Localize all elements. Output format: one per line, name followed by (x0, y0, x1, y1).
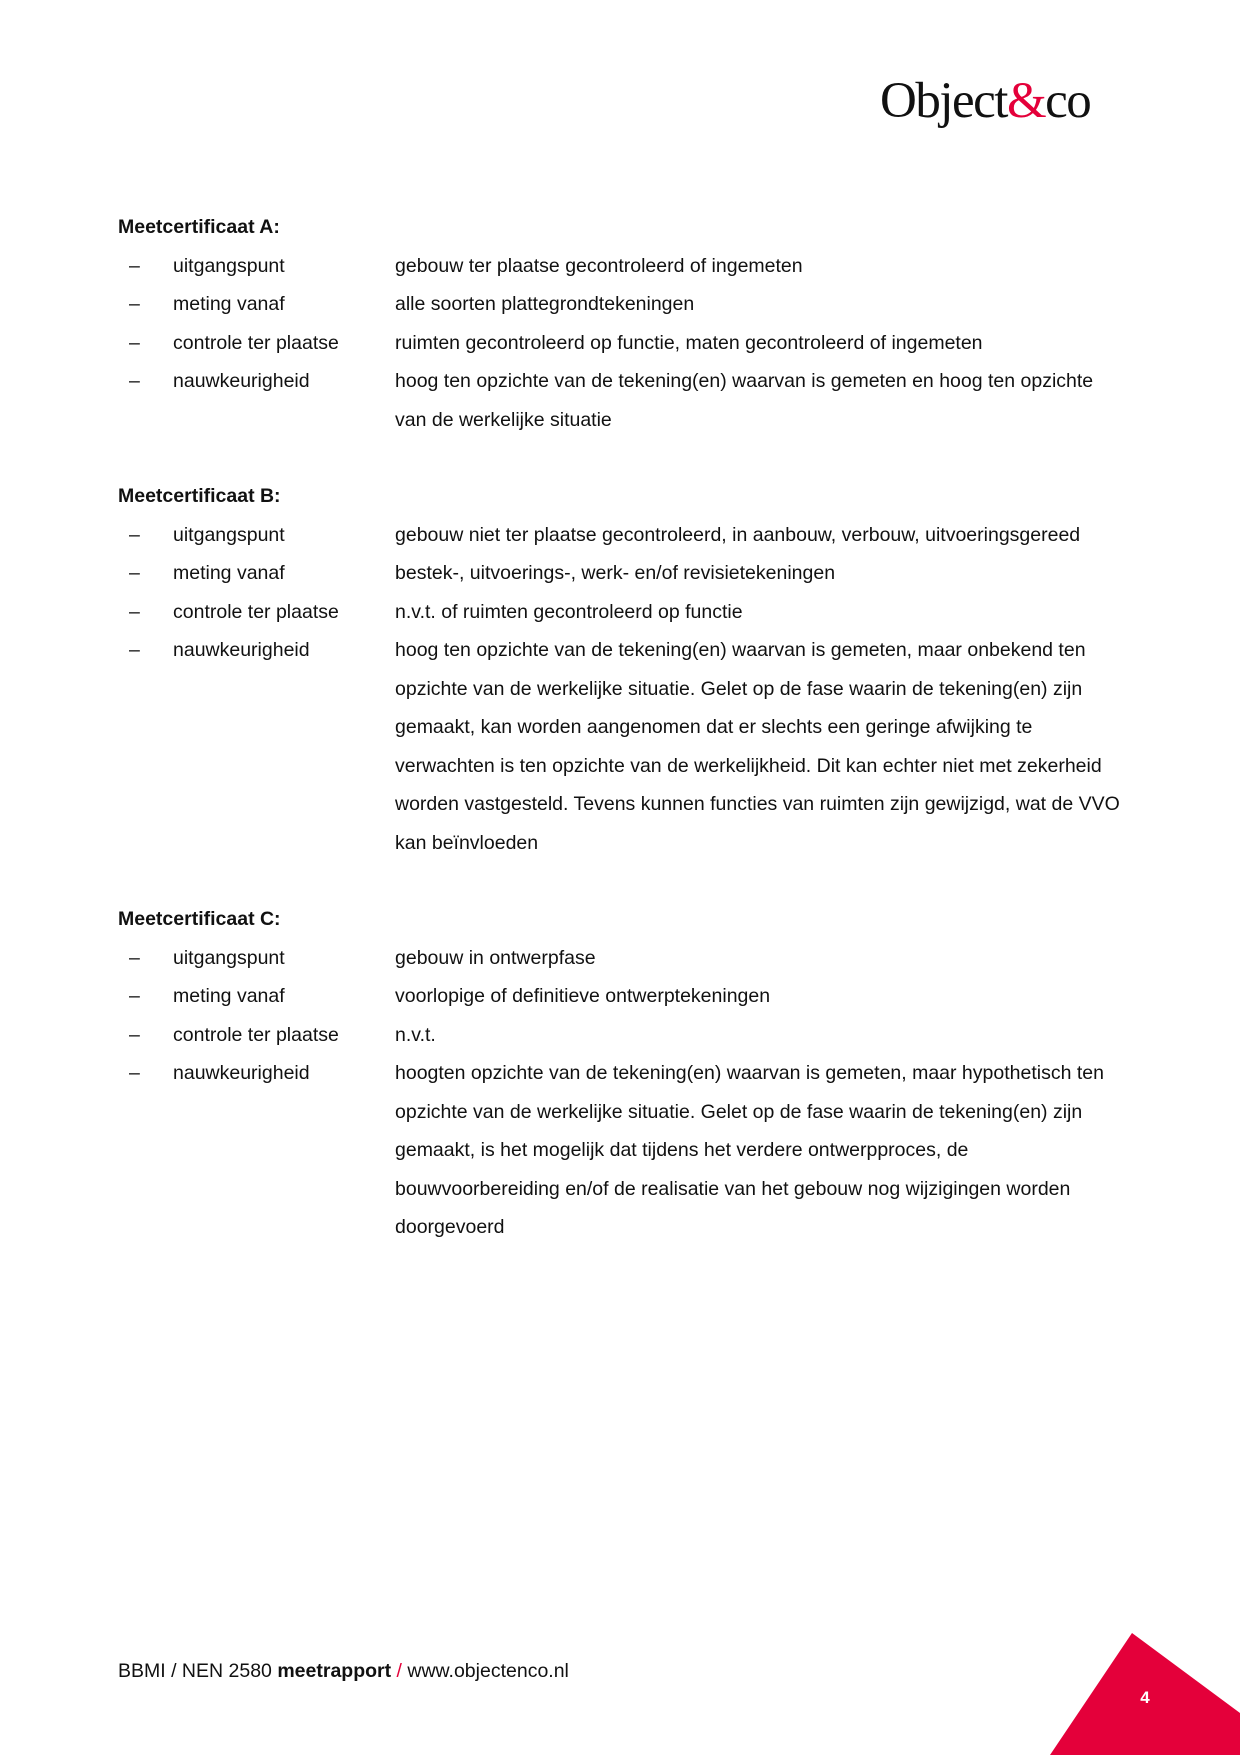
section-title: Meetcertificaat B: (118, 485, 281, 507)
row-key: nauwkeurigheid (173, 639, 310, 661)
row-key: meting vanaf (173, 293, 285, 315)
bullet-dash: – (129, 639, 140, 661)
row-key: controle ter plaatse (173, 600, 339, 623)
row-value: gebouw in ontwerpfase (395, 946, 596, 969)
footer-report-label: meetrapport (277, 1660, 392, 1682)
row-key: meting vanaf (173, 985, 285, 1007)
page-number: 4 (1140, 1688, 1150, 1707)
row-key: nauwkeurigheid (173, 1062, 310, 1084)
logo-ampersand: & (1006, 73, 1046, 129)
company-logo (880, 70, 1125, 132)
definition-row (118, 631, 1128, 862)
bullet-dash: – (129, 254, 140, 277)
row-value: voorlopige of definitieve ontwerptekeningen (395, 985, 771, 1007)
logo-text-co: co (1045, 73, 1091, 129)
row-key: controle ter plaatse (173, 1023, 339, 1046)
bullet-dash: – (129, 331, 140, 354)
row-value: gebouw niet ter plaatse gecontroleerd, in aanbouw, verbouw, uitvoeringsgereed (395, 523, 1081, 546)
row-value: n.v.t. of ruimten gecontroleerd op functie (395, 600, 743, 623)
row-value: hoogten opzichte van de tekening(en) waarvan is gemeten, maar hypothetisch ten opzichte van de werkelijke situatie. Gelet op de fase waarin de tekening(en) zijn gemaakt, is het mogelijk dat tijdens het verdere ontwerpproces, de bouwvoorbereiding en/of de realisatie van het gebouw nog wijzigingen worden doorgevoerd (395, 1062, 1104, 1238)
row-value: gebouw ter plaatse gecontroleerd of ingemeten (395, 254, 803, 277)
page-footer (118, 1655, 569, 1687)
row-key: nauwkeurigheid (173, 370, 310, 392)
row-value: hoog ten opzichte van de tekening(en) waarvan is gemeten en hoog ten opzichte van de werkelijke situatie (395, 370, 1094, 431)
row-key: meting vanaf (173, 562, 285, 584)
certificate-section-a (118, 208, 1128, 439)
definition-row (118, 939, 1128, 978)
section-title: Meetcertificaat C: (118, 908, 281, 930)
definition-row (118, 324, 1128, 363)
definition-row (118, 977, 1128, 1016)
definition-row (118, 285, 1128, 324)
bullet-dash: – (129, 985, 140, 1007)
footer-prefix: BBMI / NEN 2580 (118, 1660, 278, 1682)
section-title: Meetcertificaat A: (118, 216, 280, 238)
bullet-dash: – (129, 1023, 140, 1046)
row-value: bestek-, uitvoerings-, werk- en/of revisietekeningen (395, 562, 836, 584)
bullet-dash: – (129, 562, 140, 584)
bullet-dash: – (129, 1062, 140, 1084)
definition-row (118, 593, 1128, 632)
row-value: hoog ten opzichte van de tekening(en) waarvan is gemeten, maar onbekend ten opzichte van de werkelijke situatie. Gelet op de fase waarin de tekening(en) zijn gemaakt, kan worden aangenomen dat er slechts een geringe afwijking te verwachten is ten opzichte van de werkelijkheid. Dit kan echter niet met zekerheid worden vastgesteld. Tevens kunnen functies van ruimten zijn gewijzigd, wat de VVO kan beïnvloeden (395, 639, 1120, 854)
row-value: n.v.t. (395, 1023, 436, 1046)
bullet-dash: – (129, 293, 140, 315)
definition-row (118, 247, 1128, 286)
row-value: ruimten gecontroleerd op functie, maten gecontroleerd of ingemeten (395, 331, 983, 354)
row-key: uitgangspunt (173, 523, 285, 546)
bullet-dash: – (129, 370, 140, 392)
row-key: uitgangspunt (173, 254, 285, 277)
bullet-dash: – (129, 523, 140, 546)
bullet-dash: – (129, 946, 140, 969)
certificate-section-c (118, 900, 1128, 1247)
certificate-section-b (118, 477, 1128, 862)
row-key: controle ter plaatse (173, 331, 339, 354)
document-content (118, 208, 1128, 1285)
definition-row (118, 554, 1128, 593)
row-key: uitgangspunt (173, 946, 285, 969)
row-value: alle soorten plattegrondtekeningen (395, 293, 695, 315)
definition-row (118, 362, 1128, 439)
definition-row (118, 1016, 1128, 1055)
footer-website-link[interactable]: www.objectenco.nl (407, 1660, 569, 1682)
definition-row (118, 1054, 1128, 1247)
logo-text-object: Object (880, 73, 1007, 129)
definition-row (118, 516, 1128, 555)
footer-separator: / (391, 1660, 408, 1682)
bullet-dash: – (129, 600, 140, 623)
